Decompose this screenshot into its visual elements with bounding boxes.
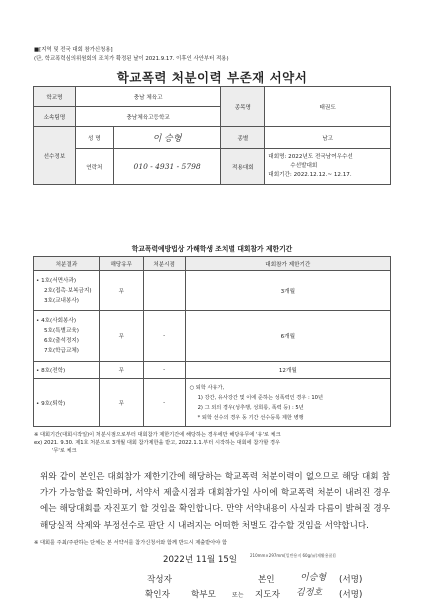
result-item: 2호(접촉·보복금지) xyxy=(44,287,92,294)
confirm-label: 확인자 xyxy=(145,590,170,600)
result-item: • 4호(사회봉사) xyxy=(36,318,77,324)
status-value: 무 xyxy=(99,271,143,311)
result-item: 5호(특별교육) xyxy=(44,328,79,334)
contact-label: 연락처 xyxy=(75,149,113,185)
table-row xyxy=(34,379,391,427)
table-row xyxy=(34,311,391,362)
result-item: • 8호(전학) xyxy=(34,362,100,379)
pledge-date: 2022년 11월 15일 xyxy=(163,555,238,565)
limit-value: 12개월 xyxy=(185,362,390,379)
result-item: • 1호(서면사과) xyxy=(36,277,77,284)
status-value: 무 xyxy=(99,311,143,362)
limit-detail xyxy=(185,379,390,427)
col-header-result: 처분결과 xyxy=(34,257,100,271)
limit-line: 2) 그 외의 경우(성추행, 성희롱, 폭력 등) : 5년 xyxy=(197,404,304,411)
name-label: 성 명 xyxy=(75,127,113,149)
col-header-timing: 처분시점 xyxy=(143,257,185,271)
result-item: • 9호(퇴학) xyxy=(34,379,100,427)
timing-value: - xyxy=(143,311,185,362)
col-header-limit: 대회참가 제한기간 xyxy=(185,257,390,271)
event-label: 종목명 xyxy=(221,87,265,127)
timing-value: - xyxy=(143,379,185,427)
limit-line: ○ 퇴학 사유가, xyxy=(189,384,225,391)
school-value: 충남 체육고 xyxy=(75,87,221,107)
competition-period: 대회기간: 2022.12.12.~ 12.17. xyxy=(268,172,352,178)
limit-value: 6개월 xyxy=(185,311,390,362)
result-item: 6호(출석정지) xyxy=(44,338,79,344)
table-row xyxy=(34,271,391,311)
result-item: 3호(교내봉사) xyxy=(44,297,79,304)
gender-label: 종별 xyxy=(221,127,265,149)
team-value: 충남체육고등학교 xyxy=(75,107,221,127)
restriction-table xyxy=(33,256,391,427)
footnote-line2: ex) 2021. 9.30. 제1호 처분으로 3개월 대회 참가제한을 받고, 2022.1.1.부터 시작하는 대회에 참가할 경우 xyxy=(34,440,281,446)
competition-name-line2: 수선발대회 xyxy=(290,163,318,169)
status-value: 무 xyxy=(99,379,143,427)
school-label: 학교명 xyxy=(34,87,76,107)
result-item: 7호(학급교체) xyxy=(44,348,79,354)
team-label: 소속팀명 xyxy=(34,107,76,127)
header-note-2: (단, 학교폭력심의위원회의 조치가 확정된 날이 2021.9.17. 이후인 사안부터 적용) xyxy=(34,56,229,62)
author-label: 작성자 xyxy=(147,575,172,585)
footnote-line3: '무'로 체크 xyxy=(52,448,77,454)
self-seal: (서명) xyxy=(339,575,363,585)
paper-spec: 210mm×297mm[일반용지 60g/㎡(재활용품)] xyxy=(250,553,336,558)
coach-seal: (서명) xyxy=(339,590,363,600)
timing-value xyxy=(143,271,185,311)
footnote xyxy=(34,431,394,455)
player-info-label: 선수정보 xyxy=(34,127,76,185)
competition-value xyxy=(265,149,391,185)
name-value: 이 승형 xyxy=(113,127,221,149)
coach-label: 지도자 xyxy=(255,590,280,600)
event-value: 태권도 xyxy=(265,87,391,127)
or-label: 또는 xyxy=(232,592,244,599)
limit-line: * 퇴학 선수의 경우 동 기간 선수등록 제한 병행 xyxy=(197,414,304,421)
limit-line: 1) 강간, 유사강간 및 이에 준하는 성폭력인 경우 : 10년 xyxy=(197,394,323,401)
timing-value: - xyxy=(143,362,185,379)
status-value: 무 xyxy=(99,362,143,379)
contact-value: 010 - 4931 - 5798 xyxy=(113,149,221,185)
bottom-note: ※ 대회를 주최/주관하는 단체는 본 서약서를 참가신청서와 함께 반드시 제출받아야 함 xyxy=(34,540,227,546)
competition-name-line1: 대회명: 2022년도 전국남여우수선 xyxy=(268,154,353,160)
header-note-1: ■[지역 및 전국 대회 참가신청용] xyxy=(34,47,113,53)
gender-value: 남고 xyxy=(265,127,391,149)
limit-value: 3개월 xyxy=(185,271,390,311)
self-signature: 이승형 xyxy=(300,573,327,583)
self-label: 본인 xyxy=(258,575,275,585)
pledge-text: 위와 같이 본인은 대회참가 제한기간에 해당하는 학교폭력 처분이력이 없으므로 해당 대회 참가가 가능함을 확인하며, 서약서 제출시점과 대회참가일 사이에 학교폭력 처분이 내려진 경우에는 해당대회를 자진포기 할 것임을 확인합니다. 만약 서약내용이 사실과 다름이 밝혀질 경우 해당실적 삭제와 부정선수로 판단 시 내려지는 어떠한 처벌도 감수할 것임을 서약합니다. xyxy=(40,472,390,531)
document-title: 학교폭력 처분이력 부존재 서약서 xyxy=(116,70,308,85)
restriction-subtitle: 학교폭력예방법상 가해학생 조치별 대회참가 제한기간 xyxy=(131,245,293,253)
parent-label: 학부모 xyxy=(191,590,216,600)
info-table xyxy=(33,86,391,185)
competition-label: 적용대회 xyxy=(221,149,265,185)
table-row xyxy=(34,362,391,379)
col-header-status: 해당유무 xyxy=(99,257,143,271)
footnote-line1: ※ 대회기간(대회시작일)이 처분시점으로부터 대회참가 제한기간에 해당하는 경우에만 해당유무에 '유'로 체크 xyxy=(34,432,281,438)
coach-signature: 김정호 xyxy=(296,588,323,598)
